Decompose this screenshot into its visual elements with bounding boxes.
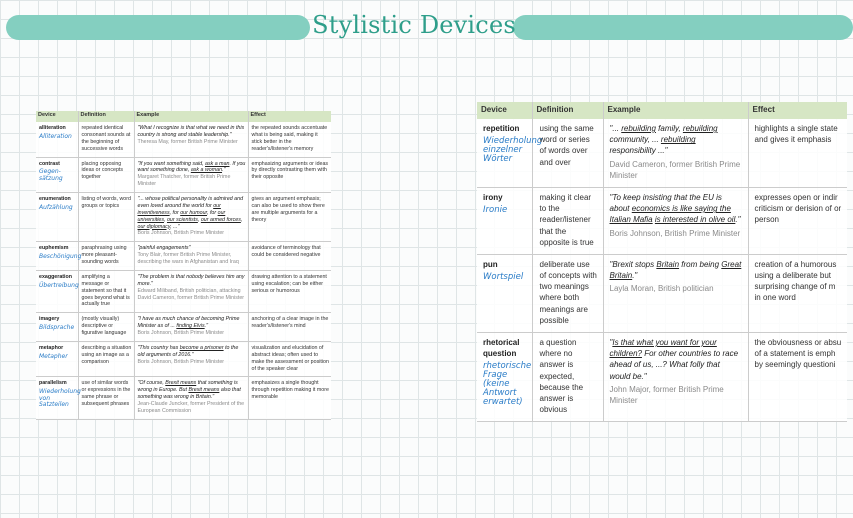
device-term: repetition: [483, 124, 520, 133]
underlined-phrase: ask a woman: [190, 167, 223, 174]
example-quote: "I have as much chance of becoming Prime Minister as of ... finding Elvis.": [137, 316, 240, 330]
header-device: Device: [477, 102, 532, 119]
handwritten-translation: Gegen-sätzung: [39, 168, 63, 182]
handwritten-translation: Wiederholung von Satzteilen: [39, 388, 81, 408]
underlined-phrase: rebuilding: [682, 124, 718, 133]
example-cell: [134, 270, 248, 312]
definition-cell: use of similar words or expressions in the same phrase or subsequent phrases: [78, 377, 134, 419]
effect-cell: anchoring of a clear image in the reader's/listener's mind: [248, 313, 331, 342]
effect-cell: expresses open or indir criticism or derision of or person: [748, 187, 847, 254]
underlined-phrase: ask a man: [205, 160, 230, 167]
handwritten-translation: Aufzählung: [39, 203, 73, 211]
example-source: John Major, former British Prime Minister: [609, 384, 724, 405]
header-definition: Definition: [532, 102, 603, 119]
device-row: [36, 242, 331, 271]
underlined-phrase: rebuilding: [621, 124, 656, 133]
device-row: [36, 341, 331, 377]
device-term: alliteration: [39, 125, 66, 131]
effect-cell: visualization and elucidation of abstract ideas; often used to make the assessment or position of the speaker clear: [248, 341, 331, 377]
device-row: [477, 254, 847, 332]
example-source: Tony Blair, former British Prime Minister, describing the wars in Afghanistan and Iraq: [137, 252, 239, 265]
example-cell: [134, 341, 248, 377]
handwritten-translation: Metapher: [39, 352, 68, 360]
handwritten-translation: Bildsprache: [39, 324, 75, 332]
device-term: parallelism: [39, 380, 67, 387]
example-quote: "This country has become a prisoner to the old arguments of 2016.": [137, 344, 239, 358]
example-source: Boris Johnson, British Prime Minister: [137, 358, 225, 365]
device-term: pun: [483, 259, 498, 269]
handwritten-translation: Beschönigung: [39, 253, 82, 261]
example-cell: [603, 333, 748, 422]
example-source: Jean-Claude Juncker, former President of the European Commission: [137, 401, 245, 414]
header-effect: Effect: [248, 111, 331, 122]
underlined-phrase: Britain: [656, 259, 680, 269]
underlined-phrase: rebuilding: [660, 135, 696, 145]
example-quote: "... rebuilding family, rebuilding community, ... rebuilding responsibility ...": [609, 124, 718, 156]
effect-cell: emphasizing arguments or ideas by directly contrasting them with their opposite: [248, 157, 331, 193]
effect-cell: drawing attention to a statement using escalation; can be either serious or humorous: [248, 270, 331, 312]
underlined-phrase: Great: [721, 259, 742, 269]
handwritten-translation: Ironie: [483, 205, 508, 216]
example-source: Theresa May, former British Prime Minister: [137, 138, 238, 145]
example-cell: [134, 377, 248, 419]
device-row: [36, 157, 331, 193]
example-source: Layla Moran, British politician: [609, 284, 714, 294]
header-example: Example: [603, 102, 748, 119]
device-cell: [477, 119, 543, 187]
example-cell: [134, 157, 248, 193]
example-cell: [134, 122, 248, 157]
definition-cell: amplifying a message or statement so that it goes beyond what is actually true: [78, 270, 134, 312]
example-quote: "If you want something said, ask a man. If you want something done, ask a woman.": [137, 160, 246, 174]
effect-cell: highlights a single state and gives it emphasis: [748, 119, 847, 187]
device-term: metaphor: [39, 344, 64, 351]
device-cell: [36, 157, 78, 193]
definition-cell: describing a situation using an image as a comparison: [78, 341, 134, 377]
definition-cell: placing opposing ideas or concepts together: [78, 157, 134, 193]
example-quote: "Of course, Brexit means that something is wrong in Europe. But Brexit means also that something was wrong in Britain.": [137, 380, 241, 401]
effect-cell: emphasizes a single thought through repetition making it more memorable: [248, 377, 331, 419]
device-row: [36, 377, 331, 419]
effect-cell: gives an argument emphasis; can also be used to show there are multiple arguments for a theory: [248, 193, 331, 242]
header-effect: Effect: [748, 102, 847, 119]
device-term: exaggeration: [39, 273, 72, 280]
underlined-phrase: economics is like saying the Italian Mafia: [609, 204, 731, 225]
header-definition: Definition: [78, 111, 134, 122]
example-source: Boris Johnson, British Prime Minister: [137, 230, 225, 237]
device-term: enumeration: [39, 196, 71, 202]
example-quote: "What I recognize is that what we need in this country is strong and stable leadership.": [137, 125, 245, 138]
example-quote: "Brexit stops Britain from being Great Britain.": [609, 259, 742, 281]
device-term: rhetorical question: [483, 338, 520, 359]
example-cell: [603, 187, 748, 254]
underlined-phrase: become a prisoner: [179, 344, 224, 351]
handwritten-translation: Wiederholung einzelner Wörter: [483, 136, 543, 165]
underlined-phrase: our humour: [180, 209, 208, 216]
handwritten-translation: Übertreibung: [39, 281, 79, 289]
underlined-phrase: Brexit means: [165, 380, 197, 387]
device-row: [477, 119, 847, 187]
handwritten-translation: Wortspiel: [483, 272, 524, 283]
handwritten-translation: rhetorische Frage (keine Antwort erwartet): [483, 361, 532, 408]
device-cell: [36, 122, 78, 157]
example-cell: [603, 254, 748, 332]
handwritten-translation: Alliteration: [39, 132, 72, 140]
example-quote: "Is that what you want for your children? For other countries to race ahead of us, ...? What folly that would be.": [609, 338, 739, 381]
device-term: irony: [483, 192, 503, 202]
effect-cell: the repeated sounds accentuate what is being said, making it stick better in the reader's/listener's memory: [248, 122, 331, 157]
device-cell: [477, 333, 532, 422]
device-cell: [477, 187, 532, 254]
underlined-phrase: our inventiveness: [137, 202, 221, 216]
example-source: Edward Miliband, British politician, attacking David Cameron, former British Prime Minister: [137, 287, 245, 301]
device-cell: [36, 377, 81, 419]
example-quote: "The problem is that nobody believes him any more.": [137, 273, 245, 287]
example-source: Boris Johnson, British Prime Minister: [137, 330, 225, 336]
device-cell: [36, 242, 82, 271]
right-devices-table: [477, 102, 847, 422]
definition-cell: making it clear to the reader/listener that the opposite is true: [532, 187, 603, 254]
example-quote: "To keep insisting that the EU is about economics is like saying the Italian Mafia is interested in olive oil.": [609, 192, 741, 225]
device-cell: [36, 313, 78, 342]
example-cell: [603, 119, 748, 187]
device-term: contrast: [39, 160, 60, 167]
example-quote: "... whose political personality is admired and even loved around the world for our inventiveness, for our humour, for our universities, our scientists, our armed forces, our diplomacy, ...": [137, 196, 244, 230]
title-banner-left: [6, 15, 310, 40]
underlined-phrase: our universities: [137, 209, 226, 223]
example-source: Margaret Thatcher, former British Prime Minister: [137, 174, 231, 188]
underlined-phrase: finding Elvis: [176, 323, 205, 330]
example-source: David Cameron, former British Prime Minister: [609, 159, 741, 180]
device-row: [36, 270, 331, 312]
left-table-header-row: [36, 111, 331, 122]
effect-cell: the obviousness or absu of a statement is emph by seemingly questioni: [748, 333, 847, 422]
definition-cell: deliberate use of concepts with two meanings where both meanings are possible: [532, 254, 603, 332]
definition-cell: repeated identical consonant sounds at the beginning of successive words: [78, 122, 134, 157]
device-row: [36, 313, 331, 342]
header-device: Device: [36, 111, 78, 122]
device-term: euphemism: [39, 245, 69, 252]
example-source: Boris Johnson, British Prime Minister: [609, 228, 741, 238]
page-title: Stylistic Devices: [312, 11, 516, 39]
right-table-header-row: [477, 102, 847, 119]
definition-cell: a question where no answer is expected, because the answer is obvious: [532, 333, 603, 422]
device-row: [477, 187, 847, 254]
example-cell: [134, 242, 248, 271]
underlined-phrase: our scientists: [166, 216, 198, 223]
underlined-phrase: our armed forces: [200, 216, 241, 223]
header-example: Example: [134, 111, 248, 122]
definition-cell: paraphrasing using more pleasant-sounding words: [78, 242, 134, 271]
effect-cell: avoidance of terminology that could be considered negative: [248, 242, 331, 271]
example-cell: [134, 193, 248, 242]
effect-cell: creation of a humorous using a deliberate but surprising change of m in one word: [748, 254, 847, 332]
left-devices-table: [36, 111, 331, 420]
device-cell: [36, 193, 78, 242]
device-row: [477, 333, 847, 422]
underlined-phrase: Is that what you want for your children?: [609, 338, 717, 359]
example-quote: "painful engagements": [137, 245, 191, 252]
device-cell: [36, 341, 78, 377]
title-banner-right: [513, 15, 853, 40]
device-row: [36, 122, 331, 157]
underlined-phrase: is interested in olive oil: [654, 215, 736, 225]
underlined-phrase: Britain: [609, 271, 633, 281]
device-cell: [477, 254, 532, 332]
definition-cell: listing of words, word groups or topics: [78, 193, 134, 242]
definition-cell: (mostly visually) descriptive or figurative language: [78, 313, 134, 342]
example-cell: [134, 313, 248, 342]
device-row: [36, 193, 331, 242]
underlined-phrase: Brexit means: [188, 387, 220, 394]
device-cell: [36, 270, 78, 312]
device-term: imagery: [39, 316, 60, 323]
definition-cell: using the same word or series of words over and over: [532, 119, 603, 187]
underlined-phrase: our diplomacy: [137, 223, 171, 230]
